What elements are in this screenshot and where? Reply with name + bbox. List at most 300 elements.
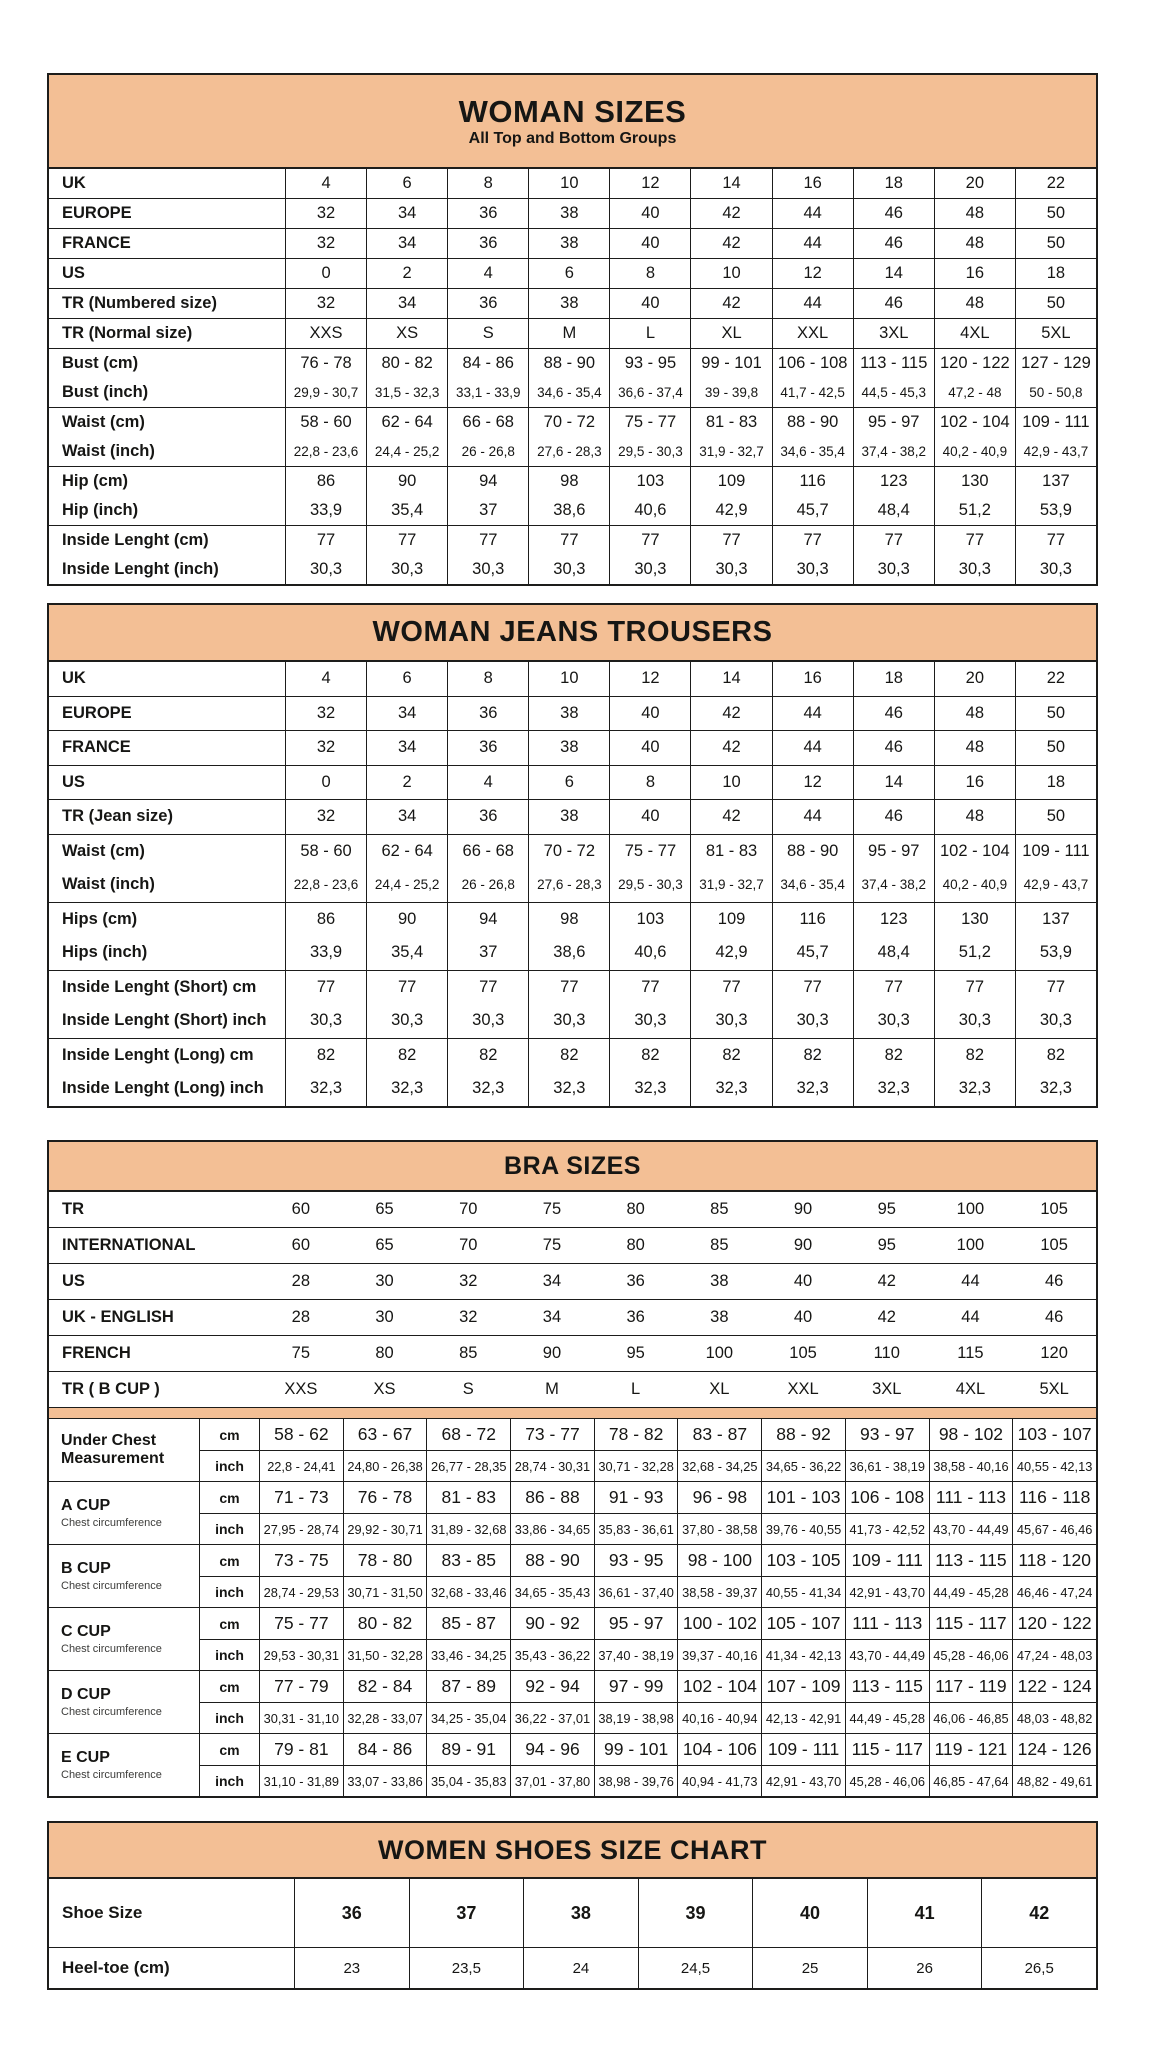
value-cell: [934, 467, 1015, 525]
cell-value: 90: [397, 472, 417, 490]
cell-value: 32,3: [715, 1079, 748, 1098]
value-cell: [853, 903, 934, 970]
cell-value: 77: [560, 977, 579, 996]
value-cell: [366, 467, 447, 525]
value-cell: [772, 971, 853, 1038]
value-cell: [772, 1039, 853, 1106]
cell-value-inch: 31,10 - 31,89: [259, 1765, 343, 1796]
cell-value: 33,1 - 33,9: [455, 385, 521, 400]
value-cell: [772, 697, 853, 731]
cell-value: 36: [479, 294, 498, 312]
cell-value-cm: 103 - 107: [1012, 1419, 1096, 1450]
value-cell: [366, 800, 447, 834]
cell-value: 90: [793, 1236, 813, 1254]
cell-value: 86: [316, 909, 336, 928]
row-label: US: [62, 264, 85, 282]
cell-value-cm: 73 - 75: [259, 1545, 343, 1576]
row-label: Shoe Size: [62, 1903, 143, 1922]
value-cell: [772, 408, 853, 466]
cell-value: 31,9 - 32,7: [699, 444, 764, 459]
value-cell: [1015, 697, 1096, 731]
cell-value: 86: [316, 472, 336, 490]
value-cell: [934, 259, 1015, 288]
cell-value-cm: 102 - 104: [677, 1671, 761, 1702]
row-label: Hips (cm): [62, 909, 138, 928]
row-label-cell: [49, 1039, 285, 1106]
row-label: Inside Lenght (Short) cm: [62, 977, 257, 996]
cell-value: 42: [722, 703, 741, 722]
cell-value: 77: [316, 531, 336, 549]
cell-value: 130: [961, 472, 989, 490]
cell-value-cm: 58 - 62: [259, 1419, 343, 1450]
cell-value: 30,3: [715, 560, 748, 578]
value-cell: [366, 1039, 447, 1106]
row-label: Waist (cm): [62, 841, 145, 860]
cell-value: 44,5 - 45,3: [861, 385, 927, 400]
value-cell: [366, 169, 447, 198]
cell-value-cm: 104 - 106: [677, 1734, 761, 1765]
cell-value-cm: 115 - 117: [845, 1734, 929, 1765]
cell-value: 40: [641, 703, 660, 722]
value-cell: [1015, 662, 1096, 696]
cell-value: 4: [483, 772, 493, 791]
bra-sizes-table: [47, 1140, 1098, 1798]
row-label: EUROPE: [62, 204, 132, 222]
value-cell: [934, 835, 1015, 902]
cup-group: [49, 1544, 1096, 1607]
cell-value-cm: 116 - 118: [1012, 1482, 1096, 1513]
value-cell: [1015, 349, 1096, 407]
unit-label-inch: inch: [199, 1765, 259, 1796]
cell-value: 6: [402, 669, 412, 688]
value-cell: [853, 408, 934, 466]
cell-value: 48: [965, 703, 985, 722]
cell-value: 77: [884, 531, 903, 549]
row-label-cell: [49, 169, 285, 198]
cell-value: 36: [479, 204, 498, 222]
value-cell: [772, 259, 853, 288]
cell-value: 5XL: [1041, 324, 1071, 342]
peach-divider-strip: [49, 1407, 1096, 1419]
cell-value: 42: [722, 294, 741, 312]
cup-label-cell: [49, 1734, 199, 1796]
value-cell: [285, 319, 366, 348]
cell-value: 123: [879, 909, 908, 928]
cell-value: 5XL: [1039, 1380, 1069, 1398]
cell-value: 4: [483, 264, 493, 282]
cell-value: M: [545, 1380, 559, 1398]
row-label: Waist (inch): [62, 442, 155, 460]
cell-value: 32: [459, 1272, 478, 1290]
cell-value: 109 - 111: [1022, 413, 1090, 431]
cell-value: 27,6 - 28,3: [537, 444, 602, 459]
cell-value: 36: [479, 807, 498, 826]
cell-value: 50: [1046, 294, 1066, 312]
cell-value: 95: [626, 1344, 645, 1362]
value-cell: [1015, 408, 1096, 466]
cell-value-inch: 38,58 - 40,16: [929, 1450, 1013, 1481]
value-cell: [447, 971, 528, 1038]
value-cell: [447, 319, 528, 348]
row-group: [49, 765, 1096, 800]
cell-value: 40,2 - 40,9: [942, 877, 1008, 893]
cup-sublabel: Chest circumference: [61, 1516, 162, 1529]
cell-value: 106 - 108: [777, 354, 848, 372]
cell-value-cm: 118 - 120: [1012, 1545, 1096, 1576]
cell-value: XS: [373, 1380, 396, 1398]
unit-label-cm: cm: [199, 1482, 259, 1513]
value-cell: [772, 662, 853, 696]
bra-sizes-header: [49, 1142, 1096, 1192]
value-cell: [690, 229, 771, 258]
value-cell: [609, 697, 690, 731]
cell-value: 88 - 90: [786, 841, 839, 860]
row-group: [49, 169, 1096, 198]
value-cell: [528, 800, 609, 834]
value-cell: [853, 662, 934, 696]
cell-value: 62 - 64: [381, 413, 433, 431]
cell-value: 77: [479, 977, 498, 996]
row-label: Inside Lenght (Long) inch: [62, 1079, 264, 1098]
row-label: Inside Lenght (Short) inch: [62, 1011, 267, 1030]
cell-value: 32: [316, 294, 336, 312]
row-group: [49, 228, 1096, 258]
cell-value: 34: [397, 738, 417, 757]
value-cell: [690, 319, 771, 348]
value-cell: [853, 259, 934, 288]
cell-value-cm: 92 - 94: [510, 1671, 594, 1702]
cup-label: B CUP: [61, 1560, 111, 1578]
value-cell: [772, 835, 853, 902]
cell-value: 30,3: [309, 1011, 343, 1030]
cell-value-inch: 30,71 - 32,28: [594, 1450, 678, 1481]
cell-value: 24,4 - 25,2: [374, 444, 440, 459]
cell-value: 30,3: [553, 560, 586, 578]
value-cell: [1015, 467, 1096, 525]
cell-value: 42: [722, 234, 741, 252]
value-cell: [528, 467, 609, 525]
cell-value: 16: [803, 669, 822, 688]
value-cell: [528, 289, 609, 318]
cell-value: 48: [965, 234, 985, 252]
value-cell: [528, 1039, 609, 1106]
cup-group: [49, 1670, 1096, 1733]
cell-value: 30,3: [472, 1011, 505, 1030]
row-label-cell: [49, 766, 285, 800]
cell-value: 47,2 - 48: [948, 385, 1002, 400]
shoes-size-title: WOMEN SHOES SIZE CHART: [377, 1834, 767, 1865]
cell-value: 36,6 - 37,4: [618, 385, 683, 400]
cell-value: 36: [479, 703, 498, 722]
cell-value: 41: [867, 1879, 982, 1947]
cell-value: 38: [523, 1879, 638, 1947]
cell-value: 26: [867, 1948, 982, 1988]
row-group: [49, 1038, 1096, 1106]
value-cell: [772, 800, 853, 834]
row-group: [49, 970, 1096, 1038]
value-cell: [366, 289, 447, 318]
value-cell: [447, 662, 528, 696]
value-cell: [609, 289, 690, 318]
value-cell: [934, 229, 1015, 258]
value-cell: [1015, 289, 1096, 318]
row-label: Bust (cm): [62, 354, 139, 372]
value-cell: [366, 526, 447, 584]
cell-value-inch: 48,82 - 49,61: [1012, 1765, 1096, 1796]
cell-value-inch: 28,74 - 30,31: [510, 1450, 594, 1481]
value-cell: [1015, 971, 1096, 1038]
row-label: UK: [62, 669, 86, 688]
cell-value: 60: [291, 1236, 311, 1254]
cell-value: 30,3: [1039, 560, 1072, 578]
cell-value: 88 - 90: [543, 354, 596, 372]
cell-value: 51,2: [958, 943, 991, 962]
cell-value-inch: 22,8 - 24,41: [259, 1450, 343, 1481]
cell-value: 30,3: [391, 560, 424, 578]
value-cell: [934, 800, 1015, 834]
cell-value: 33,9: [309, 943, 343, 962]
cell-value-inch: 41,73 - 42,52: [845, 1513, 929, 1544]
cell-value: 95: [877, 1236, 896, 1254]
value-cell: [690, 349, 771, 407]
unit-label-cm: cm: [199, 1734, 259, 1765]
cell-value: 65: [375, 1200, 394, 1218]
cell-value: 44: [803, 807, 822, 826]
row-group: [49, 466, 1096, 525]
value-cell: [934, 971, 1015, 1038]
cell-value-inch: 37,01 - 37,80: [510, 1765, 594, 1796]
cell-value-cm: 86 - 88: [510, 1482, 594, 1513]
cell-value-inch: 42,91 - 43,70: [761, 1765, 845, 1796]
cell-value: 98: [560, 472, 579, 490]
value-cell: [934, 1039, 1015, 1106]
unit-label-cm: cm: [199, 1608, 259, 1639]
value-cell: [934, 697, 1015, 731]
cell-value: 88 - 90: [786, 413, 839, 431]
row-label: Waist (inch): [62, 875, 155, 894]
value-cell: [366, 408, 447, 466]
value-cell: [690, 408, 771, 466]
value-cell: [1015, 835, 1096, 902]
value-cell: [934, 169, 1015, 198]
cell-value: 82: [803, 1045, 822, 1064]
value-cell: [609, 731, 690, 765]
cell-value: 44: [803, 738, 822, 757]
cell-value-inch: 34,25 - 35,04: [426, 1702, 510, 1733]
row-label-cell: [49, 971, 285, 1038]
row-group: [49, 799, 1096, 834]
cell-value: 45,7: [796, 501, 829, 519]
cell-value: 48: [965, 807, 985, 826]
cell-value: 109: [717, 472, 746, 490]
value-cell: [690, 731, 771, 765]
row-group: [49, 662, 1096, 696]
cup-sublabel: Chest circumference: [61, 1705, 162, 1718]
cell-value: 58 - 60: [300, 841, 352, 860]
cell-value: 42,9 - 43,7: [1023, 444, 1089, 459]
cell-value: 30,3: [877, 560, 910, 578]
cell-value: 30,3: [1039, 1011, 1072, 1030]
cell-value: 82: [316, 1045, 336, 1064]
cell-value-inch: 26,77 - 28,35: [426, 1450, 510, 1481]
cell-value: 77: [560, 531, 579, 549]
bra-cup-grid: [49, 1419, 1096, 1796]
row-group: [49, 198, 1096, 228]
value-cell: [528, 662, 609, 696]
cell-value: 50 - 50,8: [1029, 385, 1083, 400]
value-cell: [853, 835, 934, 902]
value-cell: [609, 408, 690, 466]
cell-value: 75: [542, 1236, 562, 1254]
value-cell: [528, 731, 609, 765]
cell-value-inch: 33,86 - 34,65: [510, 1513, 594, 1544]
cell-value: 30,3: [634, 560, 667, 578]
value-cell: [853, 800, 934, 834]
cell-value-inch: 31,89 - 32,68: [426, 1513, 510, 1544]
value-cell: [934, 903, 1015, 970]
cell-value: 77: [965, 977, 985, 996]
cell-value: 38: [710, 1272, 729, 1290]
value-cell: [528, 169, 609, 198]
jeans-trousers-body: [49, 662, 1096, 1106]
value-cell: [366, 766, 447, 800]
value-cell: [528, 319, 609, 348]
cell-value-cm: 75 - 77: [259, 1608, 343, 1639]
row-label: TR: [62, 1200, 84, 1218]
value-cell: [609, 903, 690, 970]
cell-value: 46: [884, 234, 903, 252]
cell-value-inch: 47,24 - 48,03: [1012, 1639, 1096, 1670]
shoe-row: [49, 1879, 1096, 1947]
cell-value: 84 - 86: [462, 354, 514, 372]
cell-value-cm: 80 - 82: [343, 1608, 427, 1639]
value-cell: [447, 408, 528, 466]
cell-value: 30,3: [796, 560, 829, 578]
cell-value: 40: [752, 1879, 867, 1947]
value-cell: [366, 319, 447, 348]
cell-value-inch: 41,34 - 42,13: [761, 1639, 845, 1670]
cell-value: 46: [1044, 1272, 1064, 1290]
cell-value: 23,5: [409, 1948, 524, 1988]
cell-value-inch: 45,28 - 46,06: [845, 1765, 929, 1796]
cell-value: 41,7 - 42,5: [780, 385, 845, 400]
band-row: [49, 1263, 1096, 1299]
cell-value: 82: [1046, 1045, 1066, 1064]
cell-value: 48,4: [877, 943, 910, 962]
cell-value: 34: [397, 294, 417, 312]
row-label: Waist (cm): [62, 413, 145, 431]
cell-value: 38: [710, 1308, 729, 1326]
cell-value: 4XL: [960, 324, 990, 342]
cell-value: 46: [884, 204, 903, 222]
value-cell: [772, 349, 853, 407]
value-cell: [447, 697, 528, 731]
cell-value: 38,6: [553, 501, 586, 519]
cell-value: 65: [375, 1236, 394, 1254]
cell-value: 44: [961, 1308, 980, 1326]
cell-value: 40: [641, 204, 660, 222]
value-cell: [1015, 526, 1096, 584]
cell-value: 32,3: [1039, 1079, 1072, 1098]
cell-value: 16: [965, 264, 985, 282]
value-cell: [772, 319, 853, 348]
value-cell: [609, 766, 690, 800]
woman-sizes-body: [49, 169, 1096, 584]
row-label-cell: [49, 408, 285, 466]
bra-sizes-title: BRA SIZES: [504, 1151, 641, 1180]
value-cell: [934, 289, 1015, 318]
cell-value: 38: [560, 234, 579, 252]
cell-value: 44: [803, 204, 822, 222]
value-cell: [1015, 1039, 1096, 1106]
cell-value: 0: [321, 264, 331, 282]
cell-value: 44: [961, 1272, 980, 1290]
cell-value: 34: [397, 807, 417, 826]
value-cell: [690, 971, 771, 1038]
cell-value: 94: [479, 472, 498, 490]
cell-value: 85: [710, 1200, 729, 1218]
value-cell: [690, 289, 771, 318]
cell-value: 29,9 - 30,7: [293, 385, 359, 400]
value-cell: [528, 259, 609, 288]
cup-group: [49, 1607, 1096, 1670]
cell-value: 42: [722, 738, 741, 757]
cup-label-cell: [49, 1608, 199, 1670]
value-cell: [772, 526, 853, 584]
cell-value: 50: [1046, 204, 1066, 222]
cell-value: 32: [316, 807, 336, 826]
cell-value: 38: [560, 703, 579, 722]
value-cell: [609, 319, 690, 348]
value-cell: [690, 766, 771, 800]
value-cell: [1015, 766, 1096, 800]
cell-value: 50: [1046, 234, 1066, 252]
cell-value: 40: [641, 807, 660, 826]
cell-value: 36: [626, 1308, 645, 1326]
cell-value-inch: 36,61 - 38,19: [845, 1450, 929, 1481]
row-group: [49, 834, 1096, 902]
value-cell: [853, 169, 934, 198]
cell-value: 32: [316, 234, 336, 252]
value-cell: [285, 731, 366, 765]
value-cell: [853, 526, 934, 584]
cell-value-inch: 40,55 - 42,13: [1012, 1450, 1096, 1481]
cell-value: 40: [641, 234, 660, 252]
cell-value: 38: [560, 294, 579, 312]
value-cell: [1015, 903, 1096, 970]
cell-value: 12: [641, 669, 660, 688]
row-label: Hip (cm): [62, 472, 128, 490]
cell-value: 3XL: [879, 324, 909, 342]
cell-value: 98: [560, 909, 579, 928]
cell-value: 50: [1046, 738, 1066, 757]
value-cell: [285, 800, 366, 834]
row-label: US: [62, 772, 85, 791]
cell-value: XS: [396, 324, 419, 342]
cell-value: 85: [459, 1344, 478, 1362]
cell-value: 32,3: [553, 1079, 586, 1098]
value-cell: [285, 697, 366, 731]
row-label: EUROPE: [62, 703, 132, 722]
cell-value: 95 - 97: [868, 413, 920, 431]
cell-value-cm: 124 - 126: [1012, 1734, 1096, 1765]
cell-value: 20: [965, 174, 985, 192]
cell-value: 6: [402, 174, 412, 192]
value-cell: [853, 289, 934, 318]
cell-value: 42: [877, 1272, 896, 1290]
cell-value: 82: [965, 1045, 985, 1064]
value-cell: [285, 349, 366, 407]
